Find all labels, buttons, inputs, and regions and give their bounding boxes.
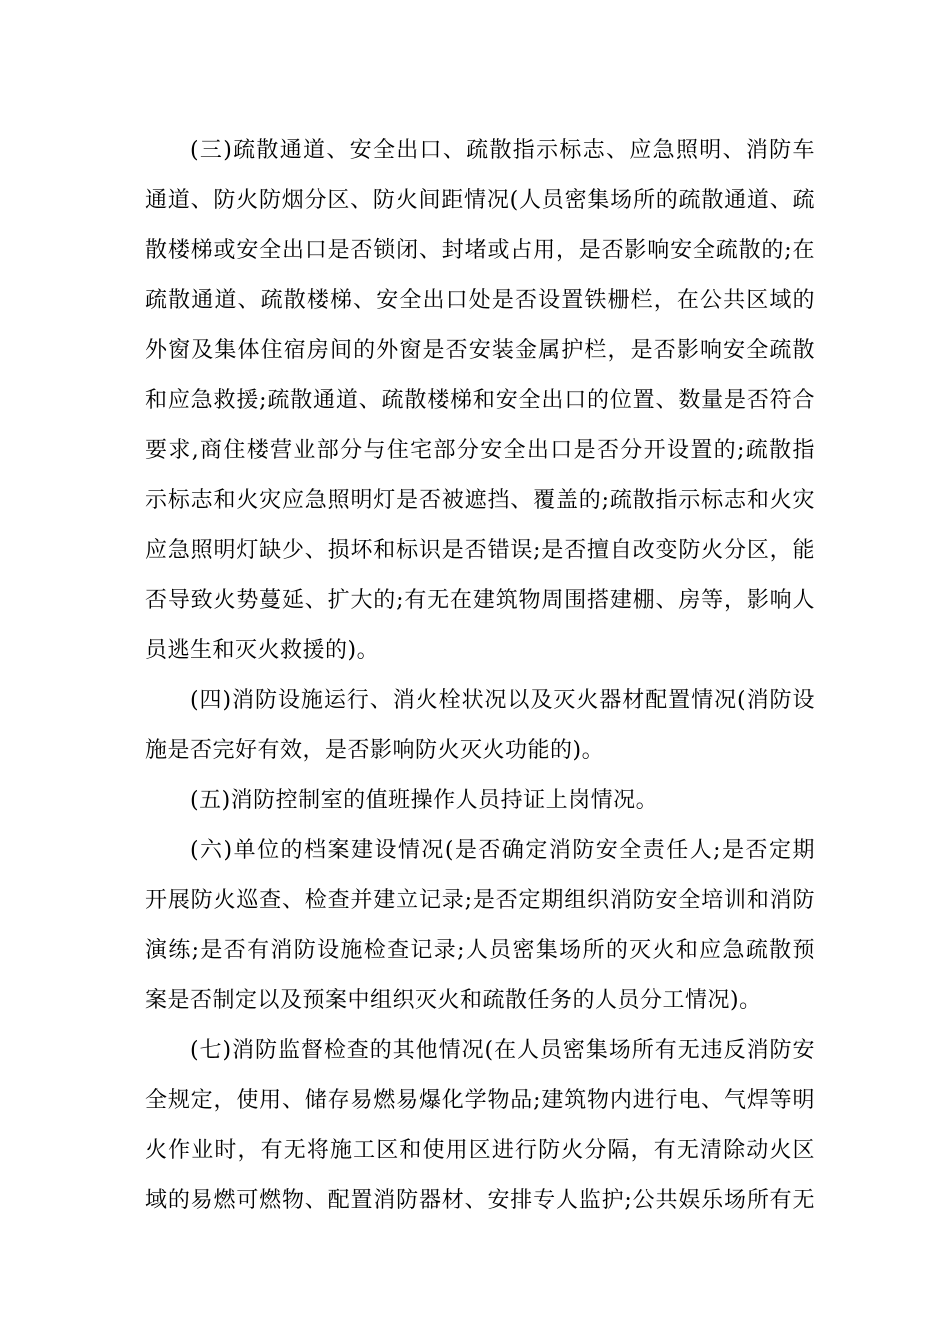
paragraph-five-line-1: (五)消防控制室的值班操作人员持证上岗情况。 [190,788,659,813]
paragraph-three-line-1: (三)疏散通道、安全出口、疏散指示标志、应急照明、消防车 [190,138,815,163]
paragraph-four-line-2: 施是否完好有效，是否影响防火灭火功能的)。 [145,738,605,763]
paragraph-three-line-5: 外窗及集体住宿房间的外窗是否安装金属护栏，是否影响安全疏散 [145,338,815,363]
paragraph-seven-line-3: 火作业时，有无将施工区和使用区进行防火分隔，有无清除动火区 [145,1138,815,1163]
paragraph-three-line-3: 散楼梯或安全出口是否锁闭、封堵或占用，是否影响安全疏散的;在 [145,238,815,263]
paragraph-three-line-6: 和应急救援;疏散通道、疏散楼梯和安全出口的位置、数量是否符合 [145,388,815,413]
paragraph-six-line-2: 开展防火巡查、检查并建立记录;是否定期组织消防安全培训和消防 [145,888,815,913]
paragraph-six-line-4: 案是否制定以及预案中组织灭火和疏散任务的人员分工情况)。 [145,988,762,1013]
paragraph-three-line-8: 示标志和火灾应急照明灯是否被遮挡、覆盖的;疏散指示标志和火灾 [145,488,815,513]
paragraph-three-line-11: 员逃生和灭火救援的)。 [145,638,380,663]
paragraph-seven-line-4: 域的易燃可燃物、配置消防器材、安排专人监护;公共娱乐场所有无 [145,1188,815,1213]
paragraph-three-line-7: 要求,商住楼营业部分与住宅部分安全出口是否分开设置的;疏散指 [145,438,815,463]
paragraph-four-line-1: (四)消防设施运行、消火栓状况以及灭火器材配置情况(消防设 [190,688,815,713]
paragraph-three-line-9: 应急照明灯缺少、损坏和标识是否错误;是否擅自改变防火分区，能 [145,538,815,563]
paragraph-seven-line-1: (七)消防监督检查的其他情况(在人员密集场所有无违反消防安 [190,1038,815,1063]
paragraph-three-line-10: 否导致火势蔓延、扩大的;有无在建筑物周围搭建棚、房等，影响人 [145,588,815,613]
paragraph-six-line-3: 演练;是否有消防设施检查记录;人员密集场所的灭火和应急疏散预 [145,938,815,963]
paragraph-six-line-1: (六)单位的档案建设情况(是否确定消防安全责任人;是否定期 [190,838,815,863]
paragraph-three-line-2: 通道、防火防烟分区、防火间距情况(人员密集场所的疏散通道、疏 [145,188,815,213]
paragraph-three-line-4: 疏散通道、疏散楼梯、安全出口处是否设置铁栅栏，在公共区域的 [145,288,815,313]
paragraph-seven-line-2: 全规定，使用、储存易燃易爆化学物品;建筑物内进行电、气焊等明 [145,1088,815,1113]
